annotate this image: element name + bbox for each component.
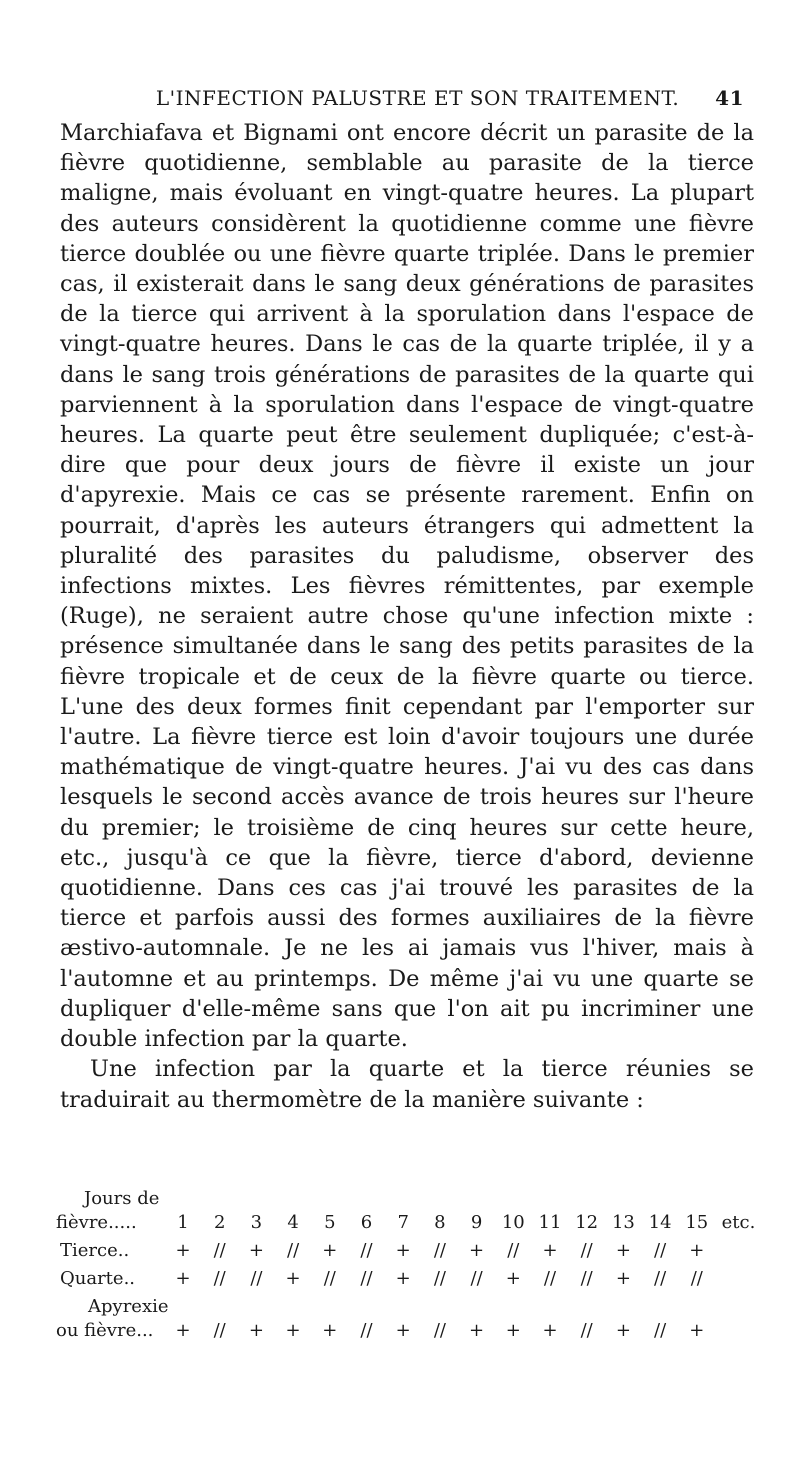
- tierce-cell: +: [248, 1240, 264, 1261]
- day-number-cell: 7: [397, 1212, 409, 1233]
- tierce-cell: //: [360, 1240, 373, 1261]
- day-number-cell: etc.: [721, 1212, 756, 1233]
- combined-cell: +: [615, 1320, 631, 1341]
- tierce-cell: //: [287, 1240, 300, 1261]
- apyrexie-label-line2: ou fièvre...: [56, 1320, 154, 1341]
- schedule-combined-row: [56, 1320, 776, 1348]
- schedule-header-row-1: [56, 1188, 776, 1212]
- combined-cell: +: [285, 1320, 301, 1341]
- day-number-cell: 8: [434, 1212, 446, 1233]
- tierce-cell: +: [175, 1240, 191, 1261]
- day-number-cell: 2: [213, 1212, 226, 1233]
- combined-cell: //: [213, 1320, 226, 1341]
- tierce-cell: +: [542, 1240, 558, 1261]
- quarte-cell: +: [175, 1268, 191, 1289]
- quarte-cell: +: [505, 1268, 521, 1289]
- combined-cell: //: [433, 1320, 446, 1341]
- quarte-cell: //: [323, 1268, 336, 1289]
- tierce-cell: +: [615, 1240, 631, 1261]
- quarte-cell: //: [213, 1268, 226, 1289]
- quarte-cell: +: [285, 1268, 301, 1289]
- quarte-cell: //: [250, 1268, 263, 1289]
- days-label-line2: fièvre.....: [56, 1212, 137, 1233]
- running-title: L'INFECTION PALUSTRE ET SON TRAITEMENT.: [155, 86, 680, 110]
- quarte-cell: //: [543, 1268, 557, 1289]
- page-number: 41: [715, 86, 744, 110]
- combined-cell: +: [395, 1320, 411, 1341]
- combined-cell: +: [542, 1320, 558, 1341]
- schedule-quarte-row: [56, 1268, 776, 1296]
- combined-cell: //: [360, 1320, 373, 1341]
- quarte-cell: //: [580, 1268, 593, 1289]
- day-number-cell: 12: [575, 1212, 599, 1233]
- tierce-cell: +: [395, 1240, 411, 1261]
- day-number-cell: 15: [685, 1212, 709, 1233]
- day-number-cell: 14: [648, 1212, 672, 1233]
- tierce-cell: //: [654, 1240, 667, 1261]
- schedule-tierce-row: [56, 1240, 776, 1268]
- day-number-cell: 9: [470, 1212, 483, 1233]
- combined-cell: +: [248, 1320, 264, 1341]
- schedule-days-row: [56, 1212, 776, 1240]
- combined-cell: +: [175, 1320, 191, 1341]
- tierce-label: Tierce..: [60, 1240, 130, 1261]
- quarte-cell: //: [433, 1268, 446, 1289]
- day-number-cell: 5: [324, 1212, 336, 1233]
- tierce-cell: +: [322, 1240, 338, 1261]
- quarte-cell: //: [360, 1268, 373, 1289]
- quarte-cell: +: [615, 1268, 631, 1289]
- fever-schedule-table: [56, 1188, 776, 1348]
- tierce-cell: //: [433, 1240, 446, 1261]
- paragraph-2: Une infection par la quarte et la tierce réunies se traduirait au thermomètre de la manière suivante :: [60, 1056, 754, 1113]
- quarte-cell: //: [470, 1268, 483, 1289]
- day-number-cell: 13: [611, 1212, 635, 1233]
- day-number-cell: 4: [287, 1212, 299, 1233]
- day-number-cell: 6: [360, 1212, 373, 1233]
- days-label-line1: Jours de: [84, 1188, 160, 1209]
- combined-cell: +: [322, 1320, 338, 1341]
- tierce-cell: //: [507, 1240, 520, 1261]
- body-text: [60, 118, 754, 1115]
- paragraph-1: Marchiafava et Bignami ont encore décrit un parasite de la fièvre quotidienne, semblable au parasite de la tierce maligne, mais évoluant en vingt-quatre heures. La plupart des auteurs considèrent la quotidienne comme une fièvre tierce doublée ou une fièvre quarte triplée. Dans le premier cas, il existerait dans le sang deux générations de parasites de la tierce qui arrivent à la sporulation dans l'espace de vingt-quatre heures. Dans le cas de la quarte triplée, il y a dans le sang trois générations de parasites de la quarte qui parviennent à la sporulation dans l'espace de vingt-quatre heures. La quarte peut être seulement dupliquée; c'est-à-dire que pour deux jours de fièvre il existe un jour d'apyrexie. Mais ce cas se présente rarement. Enfin on pourrait, d'après les auteurs étrangers qui admettent la pluralité des parasites du paludisme, observer des infections mixtes. Les fièvres rémittentes, par exemple (Ruge), ne seraient autre chose qu'une infection mixte : présence simultanée dans le sang des petits parasites de la fièvre tropicale et de ceux de la fièvre quarte ou tierce. L'une des deux formes finit cependant par l'emporter sur l'autre. La fièvre tierce est loin d'avoir toujours une durée mathématique de vingt-quatre heures. J'ai vu des cas dans lesquels le second accès avance de trois heures sur l'heure du premier; le troisième de cinq heures sur cette heure, etc., jusqu'à ce que la fièvre, tierce d'abord, devienne quotidienne. Dans ces cas j'ai trouvé les parasites de la tierce et parfois aussi des formes auxiliaires de la fièvre æstivo-automnale. Je ne les ai jamais vus l'hiver, mais à l'automne et au printemps. De même j'ai vu une quarte se dupliquer d'elle-même sans que l'on ait pu incriminer une double infection par la quarte.: [60, 120, 754, 1053]
- tierce-cell: //: [213, 1240, 226, 1261]
- quarte-cell: +: [395, 1268, 411, 1289]
- day-number-cell: 1: [177, 1212, 189, 1233]
- day-number-cell: 3: [250, 1212, 263, 1233]
- combined-cell: //: [580, 1320, 593, 1341]
- combined-cell: //: [654, 1320, 667, 1341]
- apyrexie-label-line1: Apyrexie: [88, 1296, 169, 1317]
- tierce-cell: //: [580, 1240, 593, 1261]
- combined-cell: +: [469, 1320, 485, 1341]
- running-header: [60, 86, 744, 110]
- schedule-apyrexie-row-1: [56, 1296, 776, 1320]
- tierce-cell: +: [689, 1240, 705, 1261]
- quarte-cell: //: [690, 1268, 703, 1289]
- quarte-label: Quarte..: [60, 1268, 136, 1289]
- day-number-cell: 11: [538, 1212, 562, 1233]
- combined-cell: +: [689, 1320, 705, 1341]
- quarte-cell: //: [654, 1268, 667, 1289]
- day-number-cell: 10: [501, 1212, 525, 1233]
- tierce-cell: +: [469, 1240, 485, 1261]
- combined-cell: +: [505, 1320, 521, 1341]
